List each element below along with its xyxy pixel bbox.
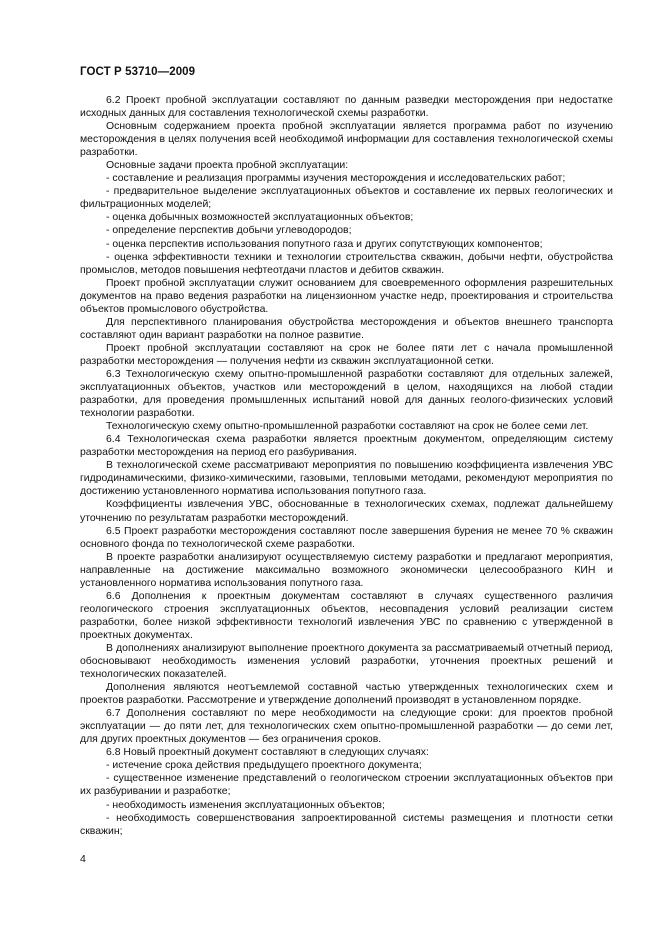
list-item: - существенное изменение представлений о геологическом строении эксплуатационных объектов при их разбуривании и разработке; bbox=[80, 773, 613, 798]
paragraph: Технологическую схему опытно-промышленной разработки составляют на срок не более семи лет. bbox=[106, 421, 589, 433]
list-item: - истечение срока действия предыдущего проектного документа; bbox=[106, 760, 422, 772]
paragraph: 6.5 Проект разработки месторождения составляют после завершения бурения не менее 70 % скважин основного фонда по технологической схеме разработки. bbox=[80, 525, 613, 550]
paragraph: В проекте разработки анализируют осуществляемую систему разработки и предлагают мероприятия, направленные на достижение максимально возможного экономически целесообразного КИН и установленного норматива использования попутного газа. bbox=[80, 551, 613, 589]
paragraph: 6.6 Дополнения к проектным документам составляют в случаях существенного различия геологического строения эксплуатационных объектов, несовпадения условий реализации систем разработки, более низкой эффективности технологий извлечения УВС по сравнению с утвержденной в проектных документах. bbox=[80, 590, 613, 641]
paragraph: Проект пробной эксплуатации служит основанием для своевременного оформления разрешительных документов на право ведения разработки на лицензионном участке недр, проектирования и строительства объектов промыслового обустройства. bbox=[80, 277, 613, 315]
list-item: - определение перспектив добычи углеводородов; bbox=[106, 225, 352, 237]
paragraph: Дополнения являются неотъемлемой составной частью утвержденных технологических схем и проектов разработки. Рассмотрение и утверждение дополнений производят в установленном порядке. bbox=[80, 682, 613, 707]
document-body bbox=[80, 94, 613, 838]
paragraph: 6.4 Технологическая схема разработки является проектным документом, определяющим систему разработки месторождения на период его разбуривания. bbox=[80, 434, 613, 459]
paragraph: Проект пробной эксплуатации составляют на срок не более пяти лет с начала промышленной разработки месторождения — получения нефти из скважин эксплуатационной сетки. bbox=[80, 342, 613, 367]
page-number: 4 bbox=[80, 853, 86, 865]
list-item: - оценка добычных возможностей эксплуатационных объектов; bbox=[106, 212, 414, 224]
paragraph: 6.2 Проект пробной эксплуатации составляют по данным разведки месторождения при недостатке исходных данных для составления технологической схемы разработки. bbox=[80, 95, 613, 120]
list-item: - оценка перспектив использования попутного газа и других сопутствующих компонентов; bbox=[106, 238, 543, 250]
list-item: - оценка эффективности техники и технологии строительства скважин, добычи нефти, обустройства промыслов, методов повышения нефтеотдачи пластов и дебитов скважин. bbox=[80, 251, 613, 276]
paragraph: В технологической схеме рассматривают мероприятия по повышению коэффициента извлечения УВС гидродинамическими, физико-химическими, газовыми, тепловыми методами, рекомендуют мероприятия по достижению установленного норматива использования попутного газа. bbox=[80, 460, 613, 498]
paragraph: Коэффициенты извлечения УВС, обоснованные в технологических схемах, подлежат дальнейшему уточнению по результатам разработки месторождений. bbox=[80, 499, 613, 524]
document-code-header: ГОСТ Р 53710—2009 bbox=[80, 66, 196, 78]
paragraph: 6.8 Новый проектный документ составляют в следующих случаях: bbox=[106, 747, 429, 759]
paragraph: Основные задачи проекта пробной эксплуатации: bbox=[106, 160, 349, 172]
list-item: - необходимость совершенствования запроектированной системы размещения и плотности сетки скважин; bbox=[80, 812, 613, 837]
list-item: - предварительное выделение эксплуатационных объектов и составление их первых геологических и фильтрационных моделей; bbox=[80, 186, 613, 211]
list-item: - составление и реализация программы изучения месторождения и исследовательских работ; bbox=[106, 173, 566, 185]
paragraph: 6.3 Технологическую схему опытно-промышленной разработки составляют для отдельных залежей, эксплуатационных объектов, участков или месторождений в целом, находящихся на любой стадии разработки, для проведения промышленных испытаний новой для данных геолого-физических условий технологии разработки. bbox=[80, 368, 613, 420]
paragraph: Для перспективного планирования обустройства месторождения и объектов внешнего транспорта составляют один вариант разработки на полное развитие. bbox=[80, 316, 613, 341]
paragraph: 6.7 Дополнения составляют по мере необходимости на следующие сроки: для проектов пробной эксплуатации — до пяти лет, для технологических схем опытно-промышленной разработки — до семи лет, для других проектных документов — без ограничения сроков. bbox=[80, 708, 613, 746]
list-item: - необходимость изменения эксплуатационных объектов; bbox=[106, 799, 385, 811]
paragraph: Основным содержанием проекта пробной эксплуатации является программа работ по изучению месторождения в целях получения всей необходимой информации для составления технологической схемы разработки. bbox=[80, 121, 613, 159]
paragraph: В дополнениях анализируют выполнение проектного документа за рассматриваемый отчетный период, обосновывают необходимость изменения условий разработки, уточнения проектных решений и технологических показателей. bbox=[80, 642, 613, 681]
